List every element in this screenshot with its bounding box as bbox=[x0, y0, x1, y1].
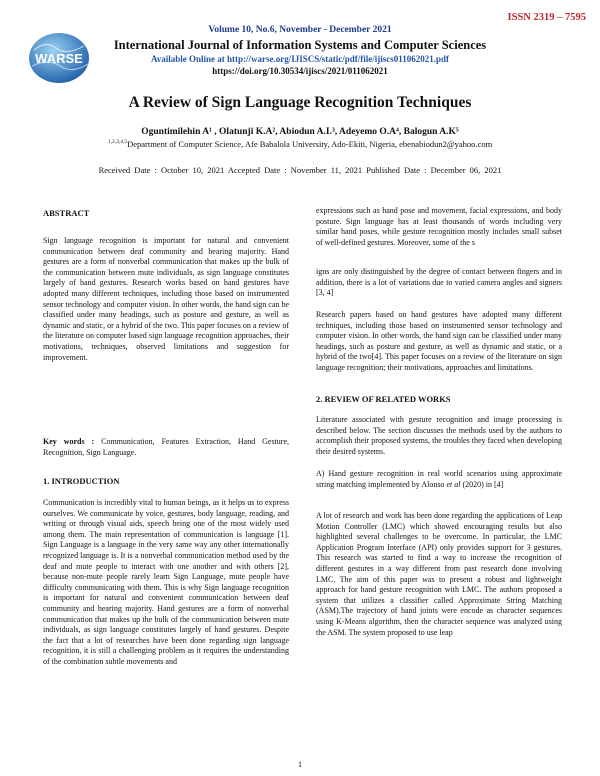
right-paragraph-3: Research papers based on hand gestures have adopted many different techniques, including those based on instrumented sensor technology and computer vision. In other words, the hand sign can be classified under many headings, such as posture and gesture, as well as dynamic and static, or a hybrid of the two[4]. This paper focuses on a review of the literature on sign language recognition; their motivations, approaches and limitations. bbox=[316, 310, 562, 372]
paper-title: A Review of Sign Language Recognition Techniques bbox=[128, 94, 472, 111]
right-paragraph-4: Literature associated with gesture recognition and image processing is described below. The section discusses the methods used by the authors to accomplish their proposed systems, the troubles they faced when developing their desired systems. bbox=[316, 415, 562, 456]
doi-link[interactable]: https://doi.org/10.30534/ijiscs/2021/011062021 bbox=[212, 66, 388, 76]
right-paragraph-6: A lot of research and work has been done regarding the applications of Leap Motion Controller (LMC) which showed encouraging results but also highlighted several challenges to be overcome. In particular, the LMC Application Program Interface (API) only provides support for 3 gestures. This research was started to find a way to increase the recognition of different gestures in a way different from past research done involving LMC. The aim of this paper was to present a robust and lightweight approach for hand gesture recognition with LMC. The authors proposed a system that utilizes a classifier called Approximate String Matching (ASM).The trajectory of hand joints were encode as character sequences using K-Means algorithm, then the character sequence was analyzed using the ASM. The system proposed to use leap bbox=[316, 511, 562, 637]
availability-link[interactable]: Available Online at http://warse.org/IJISCS/static/pdf/file/ijiscs011062021.pdf bbox=[150, 54, 450, 64]
keywords-text: Communication, Features Extraction, Hand Gesture, Recognition, Sign Language. bbox=[43, 437, 289, 457]
page-number: 1 bbox=[298, 760, 302, 769]
volume-line: Volume 10, No.6, November - December 2021 bbox=[208, 25, 392, 35]
author-list: Oguntimilehin A¹ , Olatunji K.A², Abiodun A.I.³, Adeyemo O.A⁴, Balogun A.K⁵ bbox=[141, 127, 459, 137]
intro-body: Communication is incredibly vital to human beings, as it helps us to express ourselves. We communicate by voice, gestures, body language, reading, and writing or through visual aids, speech being one of the most widely used among them. The main representation of communication is language [1]. Sign Language is a language in the very same way any other internationally recognized language is. It is a nonverbal communication method used by the deaf and mute people to interact with one another and with others [2], because non-mute people rarely learn Sign Language, mute people have difficulty communicating with them. This is why Sign language recognition is important for natural and convenient communication between deaf community and hearing majority. Hand gestures are a form of nonverbal communication that makes up the bulk of the communication between mute individuals, as sign language constitutes largely of hand gestures. Despite the fact that a lot of researches have been done regarding sign language recognition, it is still a challenging problem as it requires the understanding of the combination subtle movements and bbox=[43, 498, 289, 666]
affiliation-text: Department of Computer Science, Afe Babalola University, Ado-Ekiti, Nigeria, ebenabiodun2@yahoo.com bbox=[127, 139, 493, 149]
keywords bbox=[43, 437, 289, 458]
right-paragraph-1: expressions such as hand pose and movement, facial expressions, and body posture. Sign language has at least thousands of words including very similar hand poses, while gesture recognition mostly includes small subset of well-defined gestures. Moreover, some of the s bbox=[316, 206, 562, 247]
logo-wordmark: WARSE bbox=[35, 51, 83, 66]
intro-heading: 1. INTRODUCTION bbox=[43, 476, 120, 486]
dates-line: Received Date : October 10, 2021 Accepted Date : November 11, 2021 Published Date : December 06, 2021 bbox=[98, 165, 502, 175]
right-paragraph-2: igns are only distinguished by the degree of contact between fingers and in addition, there is a lot of variations due to varied camera angles and signers [3, 4] bbox=[316, 267, 562, 298]
right-paragraph-5: A) Hand gesture recognition in real world scenarios using approximate string matching implemented by Alonso et al (2020) in [4] bbox=[316, 469, 562, 489]
affiliation bbox=[0, 139, 600, 149]
keywords-label: Key words : bbox=[43, 437, 95, 446]
abstract-body: Sign language recognition is important for natural and convenient communication between deaf community and hearing majority. Hand gestures are a form of nonverbal communication that makes up the bulk of the communication between mute individuals, as sign language constitutes largely of hand gestures. Research works based on hand gestures have adopted many different techniques, including those based on instrumented sensor technology and computer vision. In other words, the hand sign can be classified under many headings, such as posture and gesture, as well as dynamic and static, or a hybrid of the two. This paper focuses on a review of the literature on computer based sign language recognition approaches, their motivations, techniques, observed limitations and suggestion for improvement. bbox=[43, 236, 289, 362]
issn-label: ISSN 2319 – 7595 bbox=[507, 12, 586, 23]
et-al: et al bbox=[446, 479, 461, 489]
journal-logo bbox=[26, 30, 92, 86]
abstract-heading: ABSTRACT bbox=[43, 208, 90, 218]
journal-name: International Journal of Information Systems and Computer Sciences bbox=[113, 38, 487, 52]
affiliation-sup: 1,2,3,4,5 bbox=[107, 139, 128, 146]
review-heading: 2. REVIEW OF RELATED WORKS bbox=[316, 394, 451, 404]
